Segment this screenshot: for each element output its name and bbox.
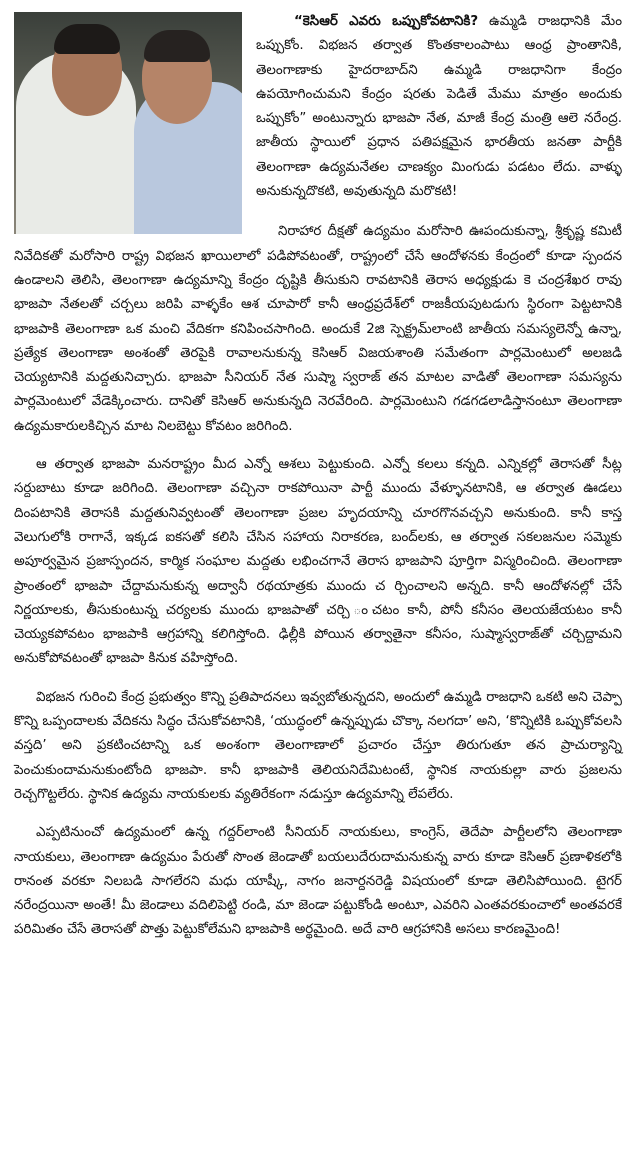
lead-text: ఉమ్మడి రాజధానికి మేం ఒప్పుకోం. విభజన తర్వాత కొంతకాలంపాటు ఆంధ్ర ప్రాంతానికి, తెలంగాణాకు హైదరాబాద్‌ని ఉమ్మడి రాజధానిగా కేంద్రం ఉపయోగించుమని కేంద్రం షరతు పెడితే మేము మాత్రం అందుకు ఒప్పుకోం” అంటున్నారు భాజపా నేత, మాజీ కేంద్ర మంత్రి ఆలె నరేంద్ర. జాతీయ స్థాయిలో ప్రధాన పతిపక్షమైన భారతీయ జనతా పార్టీకి తెలంగాణా ఉద్యమనేతల చాణక్యం మింగుడు పడటం లేదు. వాళ్ళు అనుకున్నదొకటి, అవుతున్నది మరొకటి! <box>256 14 622 200</box>
article-paragraph-2: ఆ తర్వాత భాజపా మనరాష్ట్రం మీద ఎన్నో ఆశలు పెట్టుకుంది. ఎన్నో కలలు కన్నది. ఎన్నికల్లో తెరాసతో సీట్ల సర్దుబాటు కూడా జరిగింది. తెలంగాణా వచ్చినా రాకపోయినా పార్టీ ముందు వేళ్ళూనటానికి, ఆ తర్వాత ఊడలు దింపటానికి తెరాసకి మద్దతునివ్వటంతో తెలంగాణా ప్రజల హృదయాన్ని చూరగొనవచ్చని అనుకుంది. కానీ కాస్త వెలుగులోకి రాగానే, ఇక్కడ ఐకసతో కలిసి చేసిన సహాయ నిరాకరణ, బంద్‌లకు, ఆ తర్వాత సకలజనుల సమ్మెకు అపూర్వమైన ప్రజాస్పందన, కార్మిక సంఘాల మద్దతు లభించగానే తెరాస భాజపాని పూర్తిగా విస్మరించింది. తెలంగాణా ప్రాంతంలో భాజపా చేద్దామనుకున్న అద్వానీ రథయాత్రకు ముందు చ ర్చించాలని అన్నది. కానీ ఆందోళనల్లో చేసే నిర్ణయాలకు, తీసుకుంటున్న చర్యలకు ముందు భాజపాతో చర్చి ంచటం కానీ, పోనీ కనీసం తెలయజేయటం కానీ చెయ్యకపోవటం భాజపాకి ఆగ్రహాన్ని కలిగిస్తోంది. ఢిల్లీకి పోయిన తర్వాతైనా కనీసం, సుష్మాస్వరాజ్‌తో చర్చిద్దామని అనుకోపోవటంతో భాజపా కినుక వహిస్తోంది. <box>14 457 622 667</box>
article-paragraph-4: ఎప్పటినుంచో ఉద్యమంలో ఉన్న గద్దర్‌లాంటి సీనియర్ నాయకులు, కాంగ్రెస్, తెదేపా పార్టీలలోని తెలంగాణా నాయకులు, తెలంగాణా ఉద్యమం పేరుతో సొంత జెండాతో బయలుదేరుదామనుకున్న వారు కూడా కెసిఆర్ ప్రణాళికలోకి రానంత వరకూ నిలబడి సాగలేరని మధు యాష్కీ, నాగం జనార్దనరెడ్డి విషయంలో కూడా తెలిసిపోయింది. టైగర్ నరేంద్రయినా అంతే! మీ జెండాలు వదిలిపెట్టి రండి, మా జెండా పట్టుకోండి అంటూ, ఎవరిని ఎంతవరకుంచాలో అంతవరకే పరిమితం చేసే తెరాసతో పొత్తు పెట్టుకోలేమని భాజపాకి అర్థమైంది. అదే వారి ఆగ్రహానికి అసలు కారణమైంది! <box>14 825 622 938</box>
two-politicians-photo-icon <box>14 12 242 234</box>
article-paragraph-3: విభజన గురించి కేంద్ర ప్రభుత్వం కొన్ని ప్రతిపాదనలు ఇవ్వబోతున్నదని, అందులో ఉమ్మడి రాజధాని ఒకటి అని చెప్పా కొన్ని ఒప్పందాలకు వేదికను సిద్ధం చేసుకోవటానికి, ‘యుద్ధంలో ఉన్నప్పుడు చొక్కా నలగదా’ అని, ‘కొన్నిటికి ఒప్పుకోవలసి వస్తది’ అని ప్రకటించటాన్ని ఒక అంశంగా తెలంగాణాలో ప్రచారం చేస్తూ తిరుగుతూ తన ప్రాచుర్యాన్ని పెంచుకుందామనుకుంటోంది భాజపా. కానీ భాజపాకి తెలియనిదేమిటంటే, స్థానిక నాయకుల్లా వారు ప్రజలను రెచ్చగొట్టలేరు. స్థానిక ఉద్యమ నాయకులకు వ్యతిరేకంగా నడుస్తూ ఉద్యమాన్ని లేపలేరు. <box>14 689 622 802</box>
person-left-hair <box>54 24 120 54</box>
person-right-hair <box>144 30 210 62</box>
lead-quote: “కెసిఆర్ ఎవరు ఒప్పుకోవటానికి? <box>294 14 479 29</box>
article-paragraph-1: నిరాహార దీక్షతో ఉద్యమం మరోసారి ఊపందుకున్నా, శ్రీకృష్ణ కమిటీ నివేదికతో మరోసారి రాష్ట్ర విభజన ఖాయిలాలో పడిపోవటంతో, రాష్ట్రంలో చేసే ఆందోళనకు కేంద్రంలో కూడా స్పందన ఉండాలని తెలిసి, తెలంగాణా ఉద్యమాన్ని కేంద్రం దృష్టికి తీసుకుని రావటానికి తెరాస అధ్యక్షుడు కె చంద్రశేఖర రావు భాజపా నేతలతో చర్చలు జరిపి వాళ్ళకేం ఆశ చూపారో కానీ ఆంధ్రప్రదేశ్‌లో రాజకీయపుటడుగు స్థిరంగా పెట్టటానికి భాజపాకి తెలంగాణా ఒక మంచి వేదికగా కనిపించసాగింది. అందుకే 2జి స్పెక్ట్రమ్‌లాంటి జాతీయ సమస్యలెన్నో ఉన్నా, ప్రత్యేక తెలంగాణా అంశంతో తెరపైకి రావాలనుకున్న కెసిఆర్ విజయశాంతి సమేతంగా పార్లమెంటులో అలజడి చెయ్యటానికి మద్దతునిచ్చారు. భాజపా సీనియర్ నేత సుష్మా స్వరాజ్ తన మాటల వాడితో తెలంగాణా సమస్యను పార్లమెంటులో వేడెక్కించారు. దానితో కెసిఆర్ అనుకున్నది నెరవేరింది. పార్లమెంటుని గడగడలాడిస్తానంటూ తెలంగాణా ఉద్యమకారులకిచ్చిన మాట నిలబెట్టు కోవటం జరిగింది. <box>14 224 622 434</box>
